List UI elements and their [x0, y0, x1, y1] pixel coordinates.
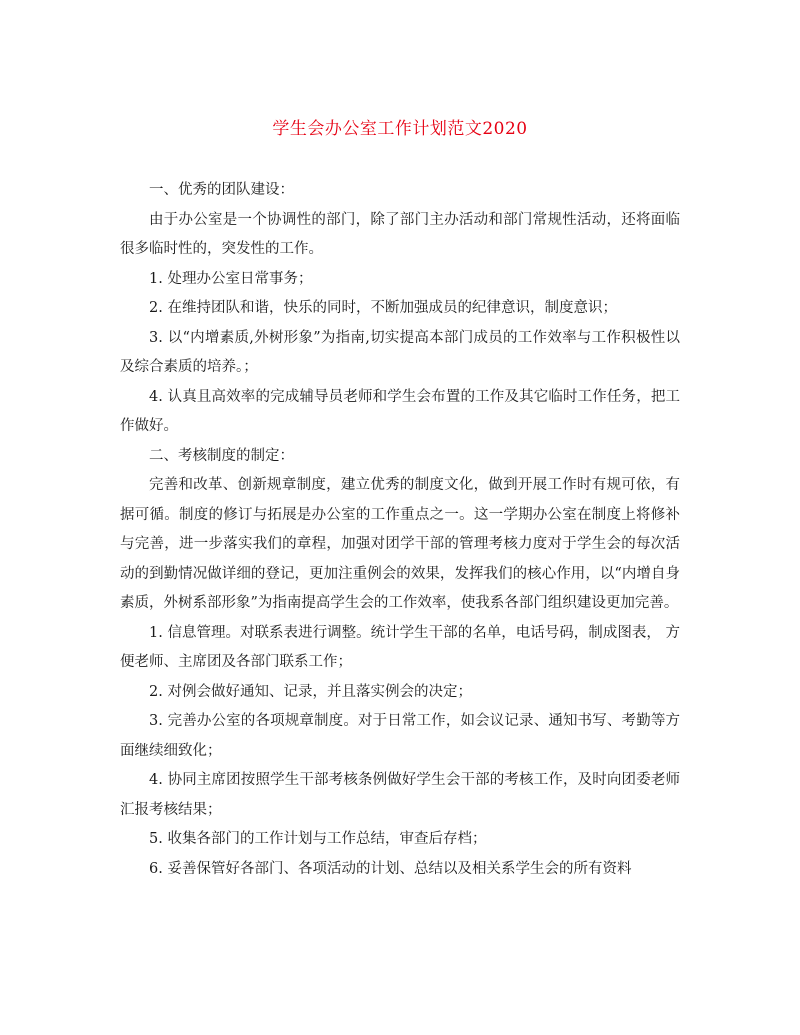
list-item: 3. 完善办公室的各项规章制度。对于日常工作，如会议记录、通知书写、考勤等方面继续细致化； [120, 713, 680, 759]
list-item: 4. 协同主席团按照学生干部考核条例做好学生会干部的考核工作，及时向团委老师汇报考核结果； [120, 772, 680, 818]
section-heading-assessment: 二、考核制度的制定： [149, 447, 294, 464]
list-item: 1. 信息管理。对联系表进行调整。统计学生干部的名单，电话号码，制成图表， 方便老师、主席团及各部门联系工作； [120, 624, 680, 670]
list-item: 6. 妥善保管好各部门、各项活动的计划、总结以及相关系学生会的所有资料 [149, 860, 632, 877]
paragraph-intro: 由于办公室是一个协调性的部门，除了部门主办活动和部门常规性活动，还将面临很多临时性的，突发性的工作。 [120, 211, 680, 257]
document-body [120, 176, 680, 884]
list-item: 5. 收集各部门的工作计划与工作总结，审查后存档； [149, 831, 487, 847]
list-item: 2. 对例会做好通知、记录，并且落实例会的决定； [149, 683, 472, 700]
document-title: 学生会办公室工作计划范文2020 [272, 119, 528, 139]
list-item: 3. 以“内增素质,外树形象”为指南,切实提高本部门成员的工作效率与工作积极性以及综合素质的培养。； [120, 329, 680, 375]
list-item: 2. 在维持团队和谐，快乐的同时，不断加强成员的纪律意识，制度意识； [149, 300, 617, 316]
section-heading-team-building: 一、优秀的团队建设： [149, 182, 294, 198]
list-item: 1. 处理办公室日常事务； [149, 270, 313, 287]
list-item: 4. 认真且高效率的完成辅导员老师和学生会布置的工作及其它临时工作任务，把工作做好。 [120, 388, 680, 434]
paragraph-assessment: 完善和改革、创新规章制度，建立优秀的制度文化，做到开展工作时有规可依，有据可循。制度的修订与拓展是办公室的工作重点之一。这一学期办公室在制度上将修补与完善，进一步落实我们的章程，加强对团学干部的管理考核力度对于学生会的每次活动的到勤情况做详细的登记，更加注重例会的效果，发挥我们的核心作用，以“内增自身素质，外树系部形象”为指南提高学生会的工作效率，使我系各部门组织建设更加完善。 [120, 477, 680, 611]
